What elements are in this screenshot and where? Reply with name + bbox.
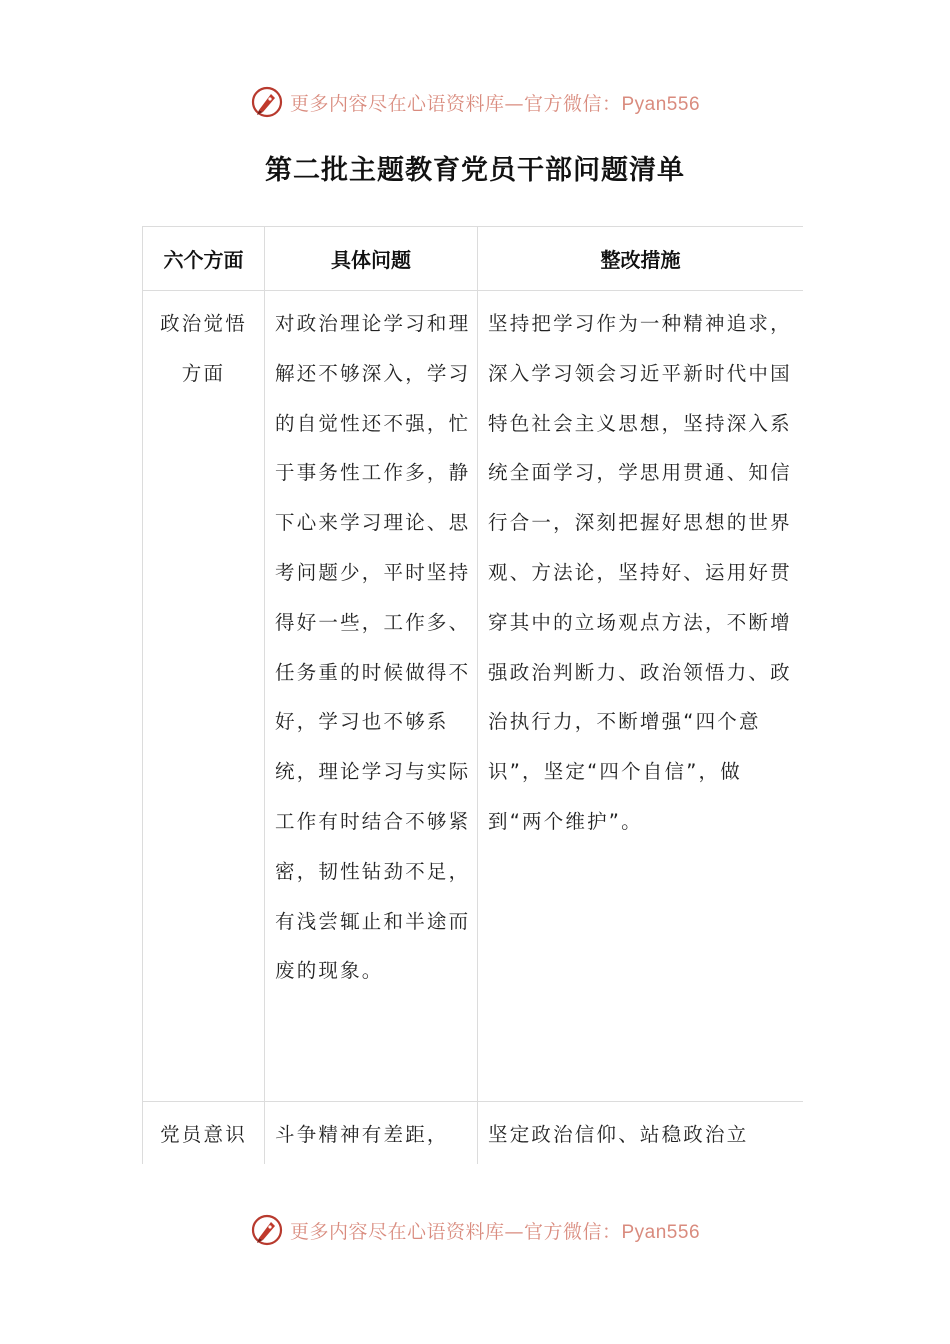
table-row: [143, 1102, 804, 1165]
pen-nib-logo-icon: [250, 1213, 284, 1247]
issue-table: [142, 226, 803, 1164]
document-title: 第二批主题教育党员干部问题清单: [265, 155, 685, 186]
watermark-banner-top: [0, 82, 950, 122]
watermark-wechat-id: Pyan556: [621, 93, 701, 115]
cell-aspect: 党员意识: [143, 1102, 265, 1165]
watermark-banner-bottom: [0, 1210, 950, 1250]
watermark-wechat-id: Pyan556: [621, 1221, 701, 1243]
header-issue: 具体问题: [265, 227, 478, 291]
watermark-text: 更多内容尽在心语资料库—官方微信：Pyan556: [289, 1220, 701, 1243]
cell-issue: 对政治理论学习和理解还不够深入，学习的自觉性还不强，忙于事务性工作多，静下心来学习理论、思考问题少，平时坚持得好一些，工作多、任务重的时候做得不好，学习也不够系统，理论学习与实际工作有时结合不够紧密，韧性钻劲不足，有浅尝辄止和半途而废的现象。: [265, 291, 478, 1102]
cell-measure: 坚持把学习作为一种精神追求，深入学习领会习近平新时代中国特色社会主义思想，坚持深入系统全面学习，学思用贯通、知信行合一，深刻把握好思想的世界观、方法论，坚持好、运用好贯穿其中的立场观点方法，不断增强政治判断力、政治领悟力、政治执行力，不断增强“四个意识”，坚定“四个自信”，做到“两个维护”。: [478, 291, 804, 1102]
cell-aspect: 政治觉悟方面: [143, 291, 265, 1102]
cell-measure: 坚定政治信仰、站稳政治立: [478, 1102, 804, 1165]
table-header-row: [143, 227, 804, 291]
header-aspect: 六个方面: [143, 227, 265, 291]
header-measure: 整改措施: [478, 227, 804, 291]
watermark-text: 更多内容尽在心语资料库—官方微信：Pyan556: [289, 92, 701, 115]
issue-table-container: [142, 226, 803, 1164]
pen-nib-logo-icon: [250, 85, 284, 119]
table-row: [143, 291, 804, 1102]
cell-issue: 斗争精神有差距，: [265, 1102, 478, 1165]
